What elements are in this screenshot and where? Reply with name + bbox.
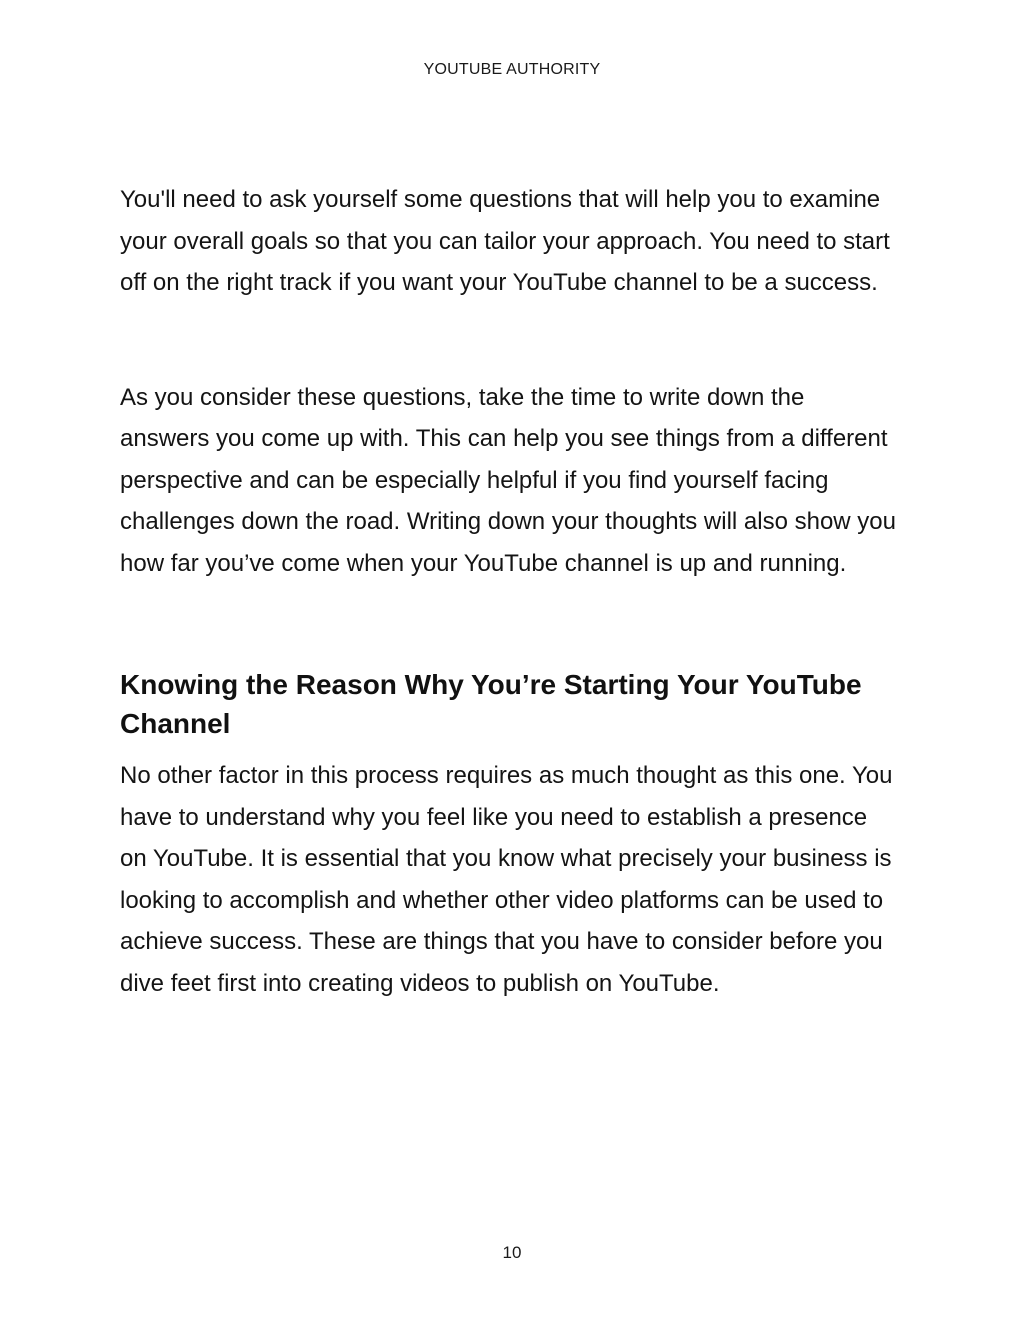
paragraph-reason: No other factor in this process requires as much thought as this one. You have to understand why you feel like you need to establish a presence on YouTube. It is essential that you know what precisely your business is looking to accomplish and whether other video platforms can be used to achieve success. These are things that you have to consider before you dive feet first into creating videos to publish on YouTube. [120,762,893,997]
section-heading: Knowing the Reason Why You’re Starting Your YouTube Channel [120,669,862,739]
running-header: YOUTUBE AUTHORITY [423,61,601,78]
page-content [120,179,900,1004]
page-number: 10 [502,1243,522,1262]
paragraph-write-down-answers: As you consider these questions, take the time to write down the answers you come up with. This can help you see things from a different perspective and can be especially helpful if you find yourself facing challenges down the road. Writing down your thoughts will also show you how far you’ve come when your YouTube channel is up and running. [120,383,896,577]
paragraph-intro: You'll need to ask yourself some questions that will help you to examine your overall goals so that you can tailor your approach. You need to start off on the right track if you want your YouTube channel to be a success. [120,186,890,296]
